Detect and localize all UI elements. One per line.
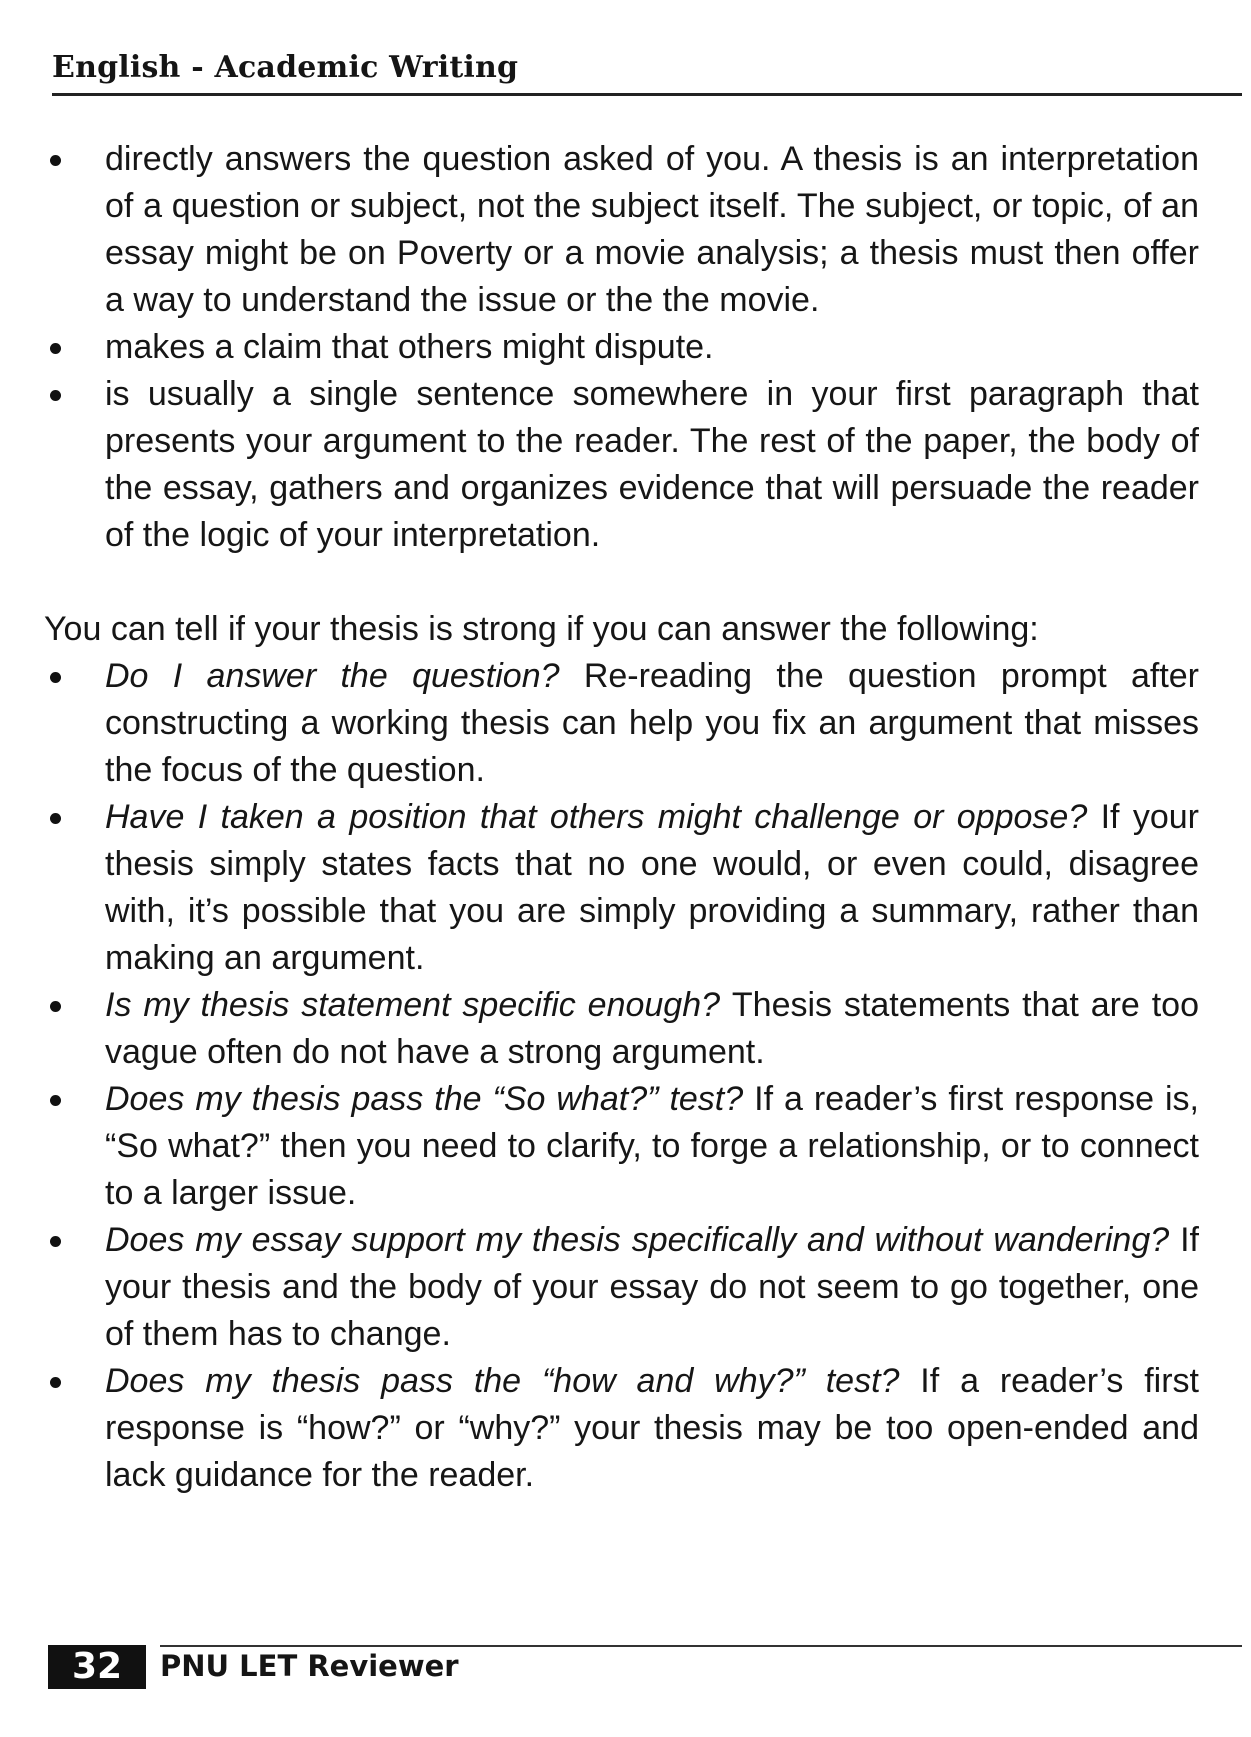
bullet-icon [50,1001,61,1012]
bullet-icon [50,390,61,401]
list-item [44,136,1199,324]
thesis-characteristics-list [44,136,1199,559]
page-content [44,136,1199,1499]
list-item [44,324,1199,371]
bullet-icon [50,813,61,824]
question-text: Does my essay support my thesis specifically and without wandering? [105,1221,1181,1259]
answer-text: If a reader’s first response is “how?” or “why?” your thesis may be too open-ended and lack guidance for the reader. [105,1362,1199,1494]
page-number: 32 [48,1645,146,1689]
question-text: Does my thesis pass the “So what?” test? [105,1080,755,1118]
answer-text: If your thesis and the body of your essay do not seem to go together, one of them has to change. [105,1221,1199,1353]
question-text: Do I answer the question? [105,657,584,695]
answer-text: If your thesis simply states facts that no one would, or even could, disagree with, it’s possible that you are simply providing a summary, rather than making an argument. [105,798,1199,977]
answer-text: Re-reading the question prompt after constructing a working thesis can help you fix an argument that misses the focus of the question. [105,657,1199,789]
list-item [44,1217,1199,1358]
list-item [44,794,1199,982]
header-rule [52,93,1242,96]
answer-text: Thesis statements that are too vague often do not have a strong argument. [105,986,1199,1071]
bullet-icon [50,155,61,166]
footer-rule [160,1645,1242,1647]
intro-paragraph: You can tell if your thesis is strong if you can answer the following: [44,610,1039,648]
question-text: Have I taken a position that others might challenge or oppose? [105,798,1101,836]
bullet-icon [50,672,61,683]
list-item [44,982,1199,1076]
list-item [44,371,1199,559]
footer-title: PNU LET Reviewer [160,1649,459,1683]
bullet-icon [50,343,61,354]
running-header-title: English - Academic Writing [52,50,519,85]
list-item-text: directly answers the question asked of you. A thesis is an interpretation of a question or subject, not the subject itself. The subject, or topic, of an essay might be on Poverty or a movie analysis; a thesis must then offer a way to understand the issue or the the movie. [105,140,1199,319]
bullet-icon [50,1377,61,1388]
thesis-questions-list [44,653,1199,1499]
bullet-icon [50,1095,61,1106]
list-item [44,653,1199,794]
list-item [44,1358,1199,1499]
answer-text: If a reader’s first response is, “So what?” then you need to clarify, to forge a relationship, or to connect to a larger issue. [105,1080,1200,1212]
list-item-text: makes a claim that others might dispute. [105,328,714,366]
list-item-text: is usually a single sentence somewhere in your first paragraph that presents your argument to the reader. The rest of the paper, the body of the essay, gathers and organizes evidence that will persuade the reader of the logic of your interpretation. [105,375,1199,554]
page-footer [48,1645,1242,1691]
question-text: Is my thesis statement specific enough? [105,986,732,1024]
page-header [52,50,1242,96]
list-item [44,1076,1199,1217]
bullet-icon [50,1236,61,1247]
question-text: Does my thesis pass the “how and why?” test? [105,1362,921,1400]
